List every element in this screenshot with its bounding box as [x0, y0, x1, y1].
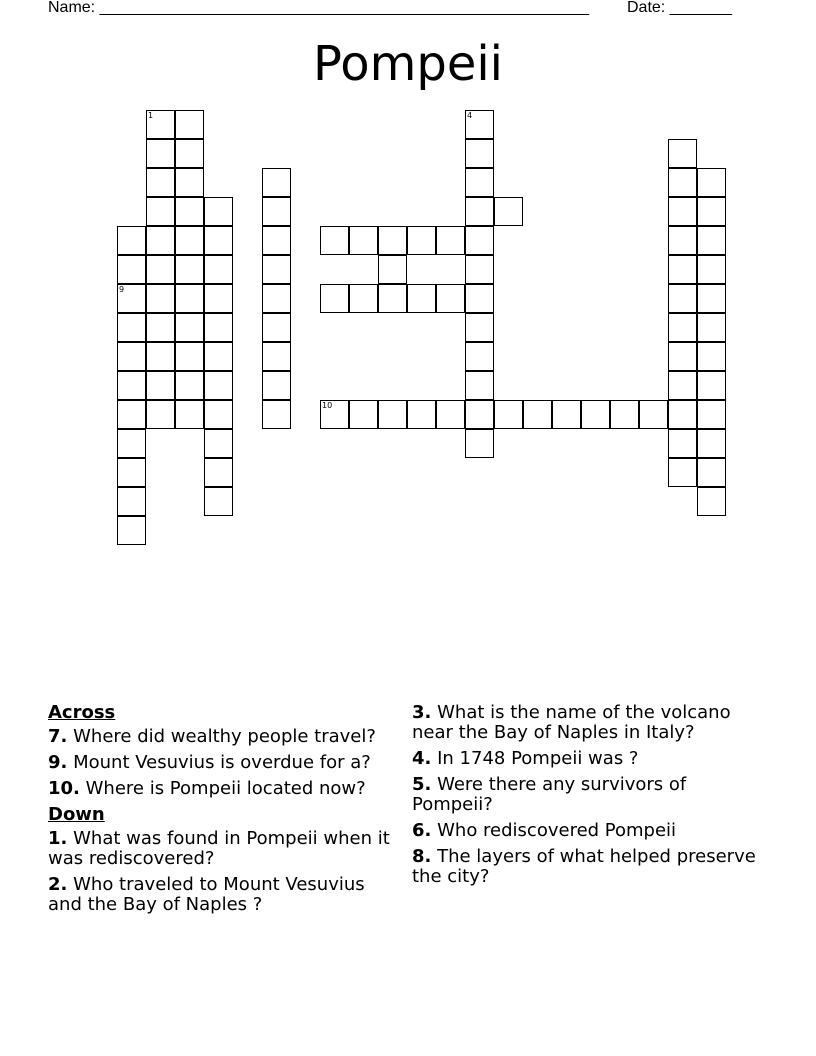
- clue-text: What was found in Pompeii when it was rediscovered?: [48, 828, 390, 869]
- grid-cell[interactable]: [204, 429, 233, 458]
- grid-cell[interactable]: [117, 400, 146, 429]
- grid-cell[interactable]: [668, 168, 697, 197]
- grid-cell[interactable]: [146, 139, 175, 168]
- clue-text: In 1748 Pompeii was ?: [437, 748, 639, 769]
- grid-cell[interactable]: [610, 400, 639, 429]
- grid-cell[interactable]: [117, 284, 146, 313]
- grid-cell[interactable]: [523, 400, 552, 429]
- grid-cell[interactable]: [697, 458, 726, 487]
- grid-cell[interactable]: [146, 371, 175, 400]
- clue-number: 6.: [412, 820, 432, 841]
- clue-across-10: [48, 779, 398, 799]
- clue-text: Were there any survivors of Pompeii?: [412, 774, 687, 815]
- clue-number: 3.: [412, 702, 432, 723]
- grid-cell[interactable]: [204, 342, 233, 371]
- grid-cell[interactable]: [436, 284, 465, 313]
- grid-cell[interactable]: [117, 487, 146, 516]
- grid-cell[interactable]: [320, 284, 349, 313]
- clue-across-9: [48, 753, 398, 773]
- clue-number: 10.: [48, 778, 80, 799]
- grid-cell[interactable]: [697, 255, 726, 284]
- grid-cell[interactable]: [668, 255, 697, 284]
- clue-text: Where did wealthy people travel?: [73, 726, 376, 747]
- grid-cell[interactable]: [262, 255, 291, 284]
- grid-cell[interactable]: [378, 284, 407, 313]
- grid-cell[interactable]: [204, 226, 233, 255]
- grid-cell[interactable]: [465, 226, 494, 255]
- across-heading: Across: [48, 702, 116, 723]
- grid-cell[interactable]: [378, 400, 407, 429]
- grid-cell[interactable]: [668, 313, 697, 342]
- grid-cell[interactable]: [262, 400, 291, 429]
- clue-down-8: [412, 847, 762, 887]
- grid-cell[interactable]: [697, 400, 726, 429]
- grid-cell[interactable]: [697, 168, 726, 197]
- date-field[interactable]: Date: _______: [627, 0, 732, 16]
- clue-number-label: 9: [119, 285, 125, 294]
- clue-number: 8.: [412, 846, 432, 867]
- grid-cell[interactable]: [146, 313, 175, 342]
- grid-cell[interactable]: [349, 226, 378, 255]
- clue-number: 9.: [48, 752, 68, 773]
- grid-cell[interactable]: [668, 197, 697, 226]
- grid-cell[interactable]: [175, 342, 204, 371]
- grid-cell[interactable]: [639, 400, 668, 429]
- clue-text: What is the name of the volcano near the Bay of Naples in Italy?: [412, 702, 731, 743]
- grid-cell[interactable]: [175, 371, 204, 400]
- grid-cell[interactable]: [146, 197, 175, 226]
- grid-cell[interactable]: [204, 313, 233, 342]
- grid-cell[interactable]: [175, 110, 204, 139]
- grid-cell[interactable]: [320, 400, 349, 429]
- grid-cell[interactable]: [697, 284, 726, 313]
- clue-number-label: 1: [148, 111, 154, 120]
- grid-cell[interactable]: [668, 139, 697, 168]
- grid-cell[interactable]: [117, 429, 146, 458]
- grid-cell[interactable]: [262, 371, 291, 400]
- grid-cell[interactable]: [175, 313, 204, 342]
- grid-cell[interactable]: [175, 226, 204, 255]
- grid-cell[interactable]: [204, 255, 233, 284]
- grid-cell[interactable]: [407, 226, 436, 255]
- grid-cell[interactable]: [494, 400, 523, 429]
- clue-text: Where is Pompeii located now?: [85, 778, 366, 799]
- clue-text: Who rediscovered Pompeii: [437, 820, 677, 841]
- grid-cell[interactable]: [465, 139, 494, 168]
- grid-cell[interactable]: [117, 371, 146, 400]
- clue-text: Mount Vesuvius is overdue for a?: [73, 752, 371, 773]
- clue-number: 7.: [48, 726, 68, 747]
- grid-cell[interactable]: [668, 429, 697, 458]
- grid-cell[interactable]: [465, 168, 494, 197]
- grid-cell[interactable]: [320, 226, 349, 255]
- grid-cell[interactable]: [465, 255, 494, 284]
- grid-cell[interactable]: [262, 313, 291, 342]
- grid-cell[interactable]: [349, 400, 378, 429]
- grid-cell[interactable]: [465, 342, 494, 371]
- grid-cell[interactable]: [204, 400, 233, 429]
- clue-number: 1.: [48, 828, 68, 849]
- grid-cell[interactable]: [697, 487, 726, 516]
- name-field[interactable]: Name: _______________________________________________________: [48, 0, 589, 16]
- grid-cell[interactable]: [668, 226, 697, 255]
- grid-cell[interactable]: [175, 255, 204, 284]
- grid-cell[interactable]: [262, 168, 291, 197]
- clue-text: The layers of what helped preserve the city?: [412, 846, 756, 887]
- clues-right-column: [412, 703, 762, 893]
- grid-cell[interactable]: [175, 400, 204, 429]
- grid-cell[interactable]: [146, 284, 175, 313]
- grid-cell[interactable]: [262, 342, 291, 371]
- grid-cell[interactable]: [175, 284, 204, 313]
- down-heading: Down: [48, 804, 105, 825]
- grid-cell[interactable]: [146, 168, 175, 197]
- clues-left-column: [48, 703, 398, 921]
- grid-cell[interactable]: [146, 400, 175, 429]
- clue-number-label: 4: [467, 111, 473, 120]
- grid-cell[interactable]: [668, 371, 697, 400]
- grid-cell[interactable]: [668, 284, 697, 313]
- crossword-grid: [117, 110, 700, 489]
- puzzle-title: Pompeii: [312, 36, 504, 92]
- grid-cell[interactable]: [668, 400, 697, 429]
- grid-cell[interactable]: [407, 284, 436, 313]
- clue-down-1: [48, 829, 398, 869]
- grid-cell[interactable]: [552, 400, 581, 429]
- grid-cell[interactable]: [581, 400, 610, 429]
- grid-cell[interactable]: [436, 400, 465, 429]
- grid-cell[interactable]: [204, 371, 233, 400]
- clue-number-label: 10: [322, 401, 333, 410]
- grid-cell[interactable]: [407, 400, 436, 429]
- grid-cell[interactable]: [378, 255, 407, 284]
- grid-cell[interactable]: [262, 197, 291, 226]
- grid-cell[interactable]: [494, 197, 523, 226]
- grid-cell[interactable]: [146, 255, 175, 284]
- grid-cell[interactable]: [668, 342, 697, 371]
- grid-cell[interactable]: [465, 110, 494, 139]
- grid-cell[interactable]: [117, 342, 146, 371]
- clue-number: 2.: [48, 874, 68, 895]
- grid-cell[interactable]: [117, 226, 146, 255]
- grid-cell[interactable]: [262, 284, 291, 313]
- grid-cell[interactable]: [465, 371, 494, 400]
- grid-cell[interactable]: [175, 139, 204, 168]
- clue-down-2: [48, 875, 398, 915]
- clue-down-4: [412, 749, 762, 769]
- grid-cell[interactable]: [117, 313, 146, 342]
- grid-cell[interactable]: [697, 429, 726, 458]
- grid-cell[interactable]: [465, 313, 494, 342]
- grid-cell[interactable]: [204, 197, 233, 226]
- grid-cell[interactable]: [465, 284, 494, 313]
- grid-cell[interactable]: [175, 197, 204, 226]
- clue-across-7: [48, 727, 398, 747]
- clue-text: Who traveled to Mount Vesuvius and the Bay of Naples ?: [48, 874, 365, 915]
- grid-cell[interactable]: [117, 516, 146, 545]
- grid-cell[interactable]: [175, 168, 204, 197]
- grid-cell[interactable]: [117, 255, 146, 284]
- grid-cell[interactable]: [146, 110, 175, 139]
- grid-cell[interactable]: [668, 458, 697, 487]
- clue-number: 5.: [412, 774, 432, 795]
- grid-cell[interactable]: [697, 371, 726, 400]
- grid-cell[interactable]: [146, 226, 175, 255]
- clue-down-3: [412, 703, 762, 743]
- grid-cell[interactable]: [204, 458, 233, 487]
- grid-cell[interactable]: [378, 226, 407, 255]
- grid-cell[interactable]: [697, 313, 726, 342]
- clue-down-6: [412, 821, 762, 841]
- grid-cell[interactable]: [697, 342, 726, 371]
- grid-cell[interactable]: [465, 400, 494, 429]
- grid-cell[interactable]: [204, 284, 233, 313]
- grid-cell[interactable]: [465, 197, 494, 226]
- grid-cell[interactable]: [697, 226, 726, 255]
- clue-down-5: [412, 775, 762, 815]
- grid-cell[interactable]: [117, 458, 146, 487]
- grid-cell[interactable]: [349, 284, 378, 313]
- grid-cell[interactable]: [465, 429, 494, 458]
- grid-cell[interactable]: [146, 342, 175, 371]
- grid-cell[interactable]: [204, 487, 233, 516]
- grid-cell[interactable]: [262, 226, 291, 255]
- grid-cell[interactable]: [436, 226, 465, 255]
- grid-cell[interactable]: [697, 197, 726, 226]
- clue-number: 4.: [412, 748, 432, 769]
